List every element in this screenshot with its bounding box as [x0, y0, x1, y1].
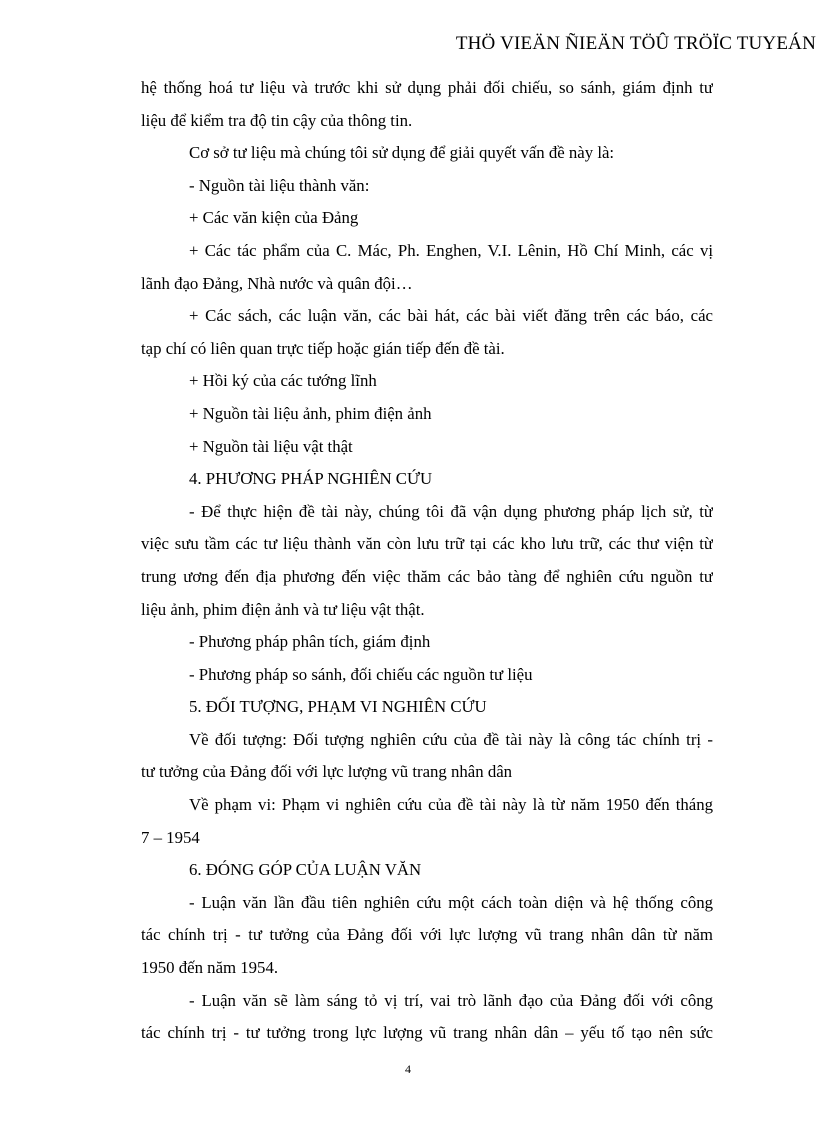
text-line: tác chính trị - tư tưởng của Đảng đối với lực lượng vũ trang nhân dân từ năm [141, 925, 713, 945]
text-line: lãnh đạo Đảng, Nhà nước và quân đội… [141, 273, 413, 293]
document-body [141, 72, 713, 1050]
text-line: - Nguồn tài liệu thành văn: [189, 175, 370, 195]
text-line: hệ thống hoá tư liệu và trước khi sử dụng phải đối chiếu, so sánh, giám định tư [141, 78, 713, 97]
page-header-title: THÖ VIEÄN ÑIEÄN TÖÛ TRÖÏC TUYEÁN [455, 33, 816, 54]
text-line: - Luận văn lần đầu tiên nghiên cứu một cách toàn diện và hệ thống công [189, 892, 713, 912]
text-line: Cơ sở tư liệu mà chúng tôi sử dụng để giải quyết vấn đề này là: [189, 143, 615, 163]
text-line: + Nguồn tài liệu ảnh, phim điện ảnh [189, 403, 432, 423]
text-line: - Để thực hiện đề tài này, chúng tôi đã vận dụng phương pháp lịch sử, từ [189, 501, 713, 521]
text-line: liệu để kiểm tra độ tin cậy của thông tin. [141, 110, 413, 130]
section-heading: 6. ĐÓNG GÓP CỦA LUẬN VĂN [189, 860, 422, 880]
text-line: liệu ảnh, phim điện ảnh và tư liệu vật thật. [141, 599, 425, 619]
text-line: + Các tác phẩm của C. Mác, Ph. Enghen, V.I. Lênin, Hồ Chí Minh, các vị [189, 240, 713, 260]
text-line: việc sưu tầm các tư liệu thành văn còn lưu trữ tại các kho lưu trữ, các thư viện từ [141, 534, 713, 554]
text-line: + Hồi ký của các tướng lĩnh [189, 371, 377, 391]
text-line: tạp chí có liên quan trực tiếp hoặc gián tiếp đến đề tài. [141, 338, 505, 358]
text-line: Về đối tượng: Đối tượng nghiên cứu của đề tài này là công tác chính trị - [189, 729, 713, 749]
page-number: 4 [405, 1062, 411, 1076]
text-line: tư tưởng của Đảng đối với lực lượng vũ trang nhân dân [141, 762, 513, 782]
text-line: - Luận văn sẽ làm sáng tỏ vị trí, vai trò lãnh đạo của Đảng đối với công [189, 990, 713, 1010]
section-heading: 5. ĐỐI TƯỢNG, PHẠM VI NGHIÊN CỨU [189, 697, 487, 717]
section-heading: 4. PHƯƠNG PHÁP NGHIÊN CỨU [189, 469, 433, 489]
text-line: 1950 đến năm 1954. [141, 958, 279, 978]
text-line: + Nguồn tài liệu vật thật [189, 436, 353, 456]
text-line: + Các văn kiện của Đảng [189, 208, 359, 228]
text-line: + Các sách, các luận văn, các bài hát, các bài viết đăng trên các báo, các [189, 306, 713, 326]
text-line: 7 – 1954 [141, 827, 200, 847]
text-line: Về phạm vi: Phạm vi nghiên cứu của đề tài này là từ năm 1950 đến tháng [189, 795, 713, 815]
text-line: - Phương pháp so sánh, đối chiếu các nguồn tư liệu [189, 664, 533, 684]
text-line: tác chính trị - tư tưởng trong lực lượng vũ trang nhân dân – yếu tố tạo nên sức [141, 1023, 713, 1043]
text-line: trung ương đến địa phương đến việc thăm các bảo tàng để nghiên cứu nguồn tư [141, 566, 713, 586]
text-line: - Phương pháp phân tích, giám định [189, 632, 431, 652]
